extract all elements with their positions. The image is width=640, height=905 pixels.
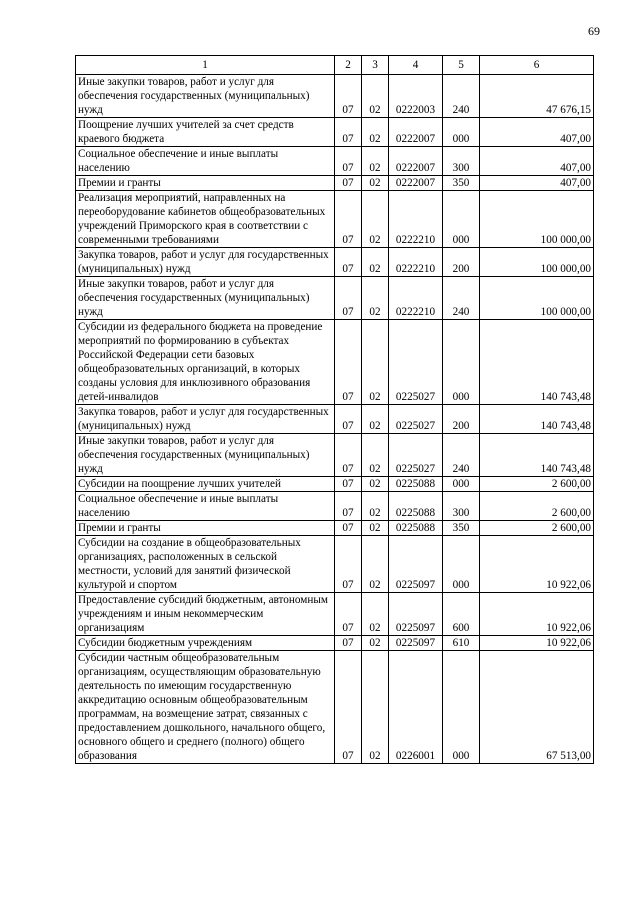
expense-type-cell: 350: [443, 176, 480, 191]
table-row: [76, 75, 594, 118]
row-name-cell: Закупка товаров, работ и услуг для государственных (муниципальных) нужд: [76, 248, 335, 277]
column-header: 4: [389, 56, 443, 75]
expense-type-cell: 000: [443, 651, 480, 764]
column-header: 3: [362, 56, 389, 75]
budget-table: [75, 55, 594, 764]
amount-cell: 2 600,00: [480, 477, 594, 492]
target-item-cell: 0222007: [389, 176, 443, 191]
target-item-cell: 0225027: [389, 405, 443, 434]
target-item-cell: 0225088: [389, 521, 443, 536]
amount-cell: 67 513,00: [480, 651, 594, 764]
table-row: [76, 277, 594, 320]
target-item-cell: 0225088: [389, 477, 443, 492]
subsection-code-cell: 02: [362, 521, 389, 536]
subsection-code-cell: 02: [362, 477, 389, 492]
target-item-cell: 0225027: [389, 434, 443, 477]
table-row: [76, 176, 594, 191]
amount-cell: 100 000,00: [480, 248, 594, 277]
target-item-cell: 0226001: [389, 651, 443, 764]
expense-type-cell: 240: [443, 277, 480, 320]
amount-cell: 2 600,00: [480, 521, 594, 536]
amount-cell: 140 743,48: [480, 320, 594, 405]
amount-cell: 140 743,48: [480, 434, 594, 477]
subsection-code-cell: 02: [362, 75, 389, 118]
amount-cell: 10 922,06: [480, 636, 594, 651]
row-name-cell: Иные закупки товаров, работ и услуг для обеспечения государственных (муниципальных) нужд: [76, 277, 335, 320]
table-body: [76, 75, 594, 764]
amount-cell: 407,00: [480, 176, 594, 191]
row-name-cell: Поощрение лучших учителей за счет средств краевого бюджета: [76, 118, 335, 147]
table-row: [76, 434, 594, 477]
expense-type-cell: 000: [443, 536, 480, 593]
table-row: [76, 492, 594, 521]
target-item-cell: 0225027: [389, 320, 443, 405]
header-row: [76, 56, 594, 75]
column-header: 5: [443, 56, 480, 75]
column-header: 2: [335, 56, 362, 75]
amount-cell: 10 922,06: [480, 593, 594, 636]
table-row: [76, 191, 594, 248]
section-code-cell: 07: [335, 75, 362, 118]
subsection-code-cell: 02: [362, 277, 389, 320]
target-item-cell: 0225088: [389, 492, 443, 521]
section-code-cell: 07: [335, 492, 362, 521]
row-name-cell: Субсидии на поощрение лучших учителей: [76, 477, 335, 492]
subsection-code-cell: 02: [362, 492, 389, 521]
section-code-cell: 07: [335, 147, 362, 176]
section-code-cell: 07: [335, 477, 362, 492]
row-name-cell: Субсидии бюджетным учреждениям: [76, 636, 335, 651]
target-item-cell: 0222007: [389, 118, 443, 147]
row-name-cell: Реализация мероприятий, направленных на переоборудование кабинетов общеобразовательных учреждений Приморского края в соответствии с современными требованиями: [76, 191, 335, 248]
table-row: [76, 636, 594, 651]
row-name-cell: Премии и гранты: [76, 176, 335, 191]
table-row: [76, 320, 594, 405]
column-header: 6: [480, 56, 594, 75]
row-name-cell: Премии и гранты: [76, 521, 335, 536]
target-item-cell: 0222210: [389, 277, 443, 320]
subsection-code-cell: 02: [362, 248, 389, 277]
section-code-cell: 07: [335, 521, 362, 536]
expense-type-cell: 300: [443, 147, 480, 176]
section-code-cell: 07: [335, 636, 362, 651]
section-code-cell: 07: [335, 320, 362, 405]
table-row: [76, 521, 594, 536]
amount-cell: 2 600,00: [480, 492, 594, 521]
section-code-cell: 07: [335, 593, 362, 636]
target-item-cell: 0222210: [389, 248, 443, 277]
expense-type-cell: 200: [443, 405, 480, 434]
row-name-cell: Социальное обеспечение и иные выплаты населению: [76, 492, 335, 521]
row-name-cell: Субсидии частным общеобразовательным организациям, осуществляющим образовательную деятельность по имеющим государственную аккредитацию основным общеобразовательным программам, на возмещение затрат, связанных с предоставлением дошкольного, начального общего, основного общего и среднего (полного) общего образования: [76, 651, 335, 764]
expense-type-cell: 000: [443, 477, 480, 492]
subsection-code-cell: 02: [362, 147, 389, 176]
subsection-code-cell: 02: [362, 320, 389, 405]
expense-type-cell: 350: [443, 521, 480, 536]
expense-type-cell: 600: [443, 593, 480, 636]
row-name-cell: Субсидии на создание в общеобразовательных организациях, расположенных в сельской местности, условий для занятий физической культурой и спортом: [76, 536, 335, 593]
section-code-cell: 07: [335, 277, 362, 320]
amount-cell: 10 922,06: [480, 536, 594, 593]
expense-type-cell: 000: [443, 320, 480, 405]
expense-type-cell: 610: [443, 636, 480, 651]
section-code-cell: 07: [335, 651, 362, 764]
row-name-cell: Предоставление субсидий бюджетным, автономным учреждениям и иным некоммерческим организациям: [76, 593, 335, 636]
section-code-cell: 07: [335, 248, 362, 277]
section-code-cell: 07: [335, 118, 362, 147]
target-item-cell: 0225097: [389, 593, 443, 636]
target-item-cell: 0222007: [389, 147, 443, 176]
amount-cell: 407,00: [480, 147, 594, 176]
subsection-code-cell: 02: [362, 636, 389, 651]
table-row: [76, 147, 594, 176]
expense-type-cell: 300: [443, 492, 480, 521]
subsection-code-cell: 02: [362, 405, 389, 434]
column-header: 1: [76, 56, 335, 75]
expense-type-cell: 240: [443, 434, 480, 477]
expense-type-cell: 000: [443, 118, 480, 147]
subsection-code-cell: 02: [362, 536, 389, 593]
target-item-cell: 0222003: [389, 75, 443, 118]
subsection-code-cell: 02: [362, 176, 389, 191]
row-name-cell: Социальное обеспечение и иные выплаты населению: [76, 147, 335, 176]
row-name-cell: Иные закупки товаров, работ и услуг для обеспечения государственных (муниципальных) нужд: [76, 75, 335, 118]
section-code-cell: 07: [335, 176, 362, 191]
table-row: [76, 536, 594, 593]
target-item-cell: 0225097: [389, 636, 443, 651]
subsection-code-cell: 02: [362, 593, 389, 636]
table-row: [76, 405, 594, 434]
target-item-cell: 0222210: [389, 191, 443, 248]
table-row: [76, 248, 594, 277]
expense-type-cell: 200: [443, 248, 480, 277]
section-code-cell: 07: [335, 191, 362, 248]
amount-cell: 140 743,48: [480, 405, 594, 434]
row-name-cell: Иные закупки товаров, работ и услуг для обеспечения государственных (муниципальных) нужд: [76, 434, 335, 477]
page-number: 69: [588, 24, 600, 38]
amount-cell: 47 676,15: [480, 75, 594, 118]
subsection-code-cell: 02: [362, 434, 389, 477]
row-name-cell: Закупка товаров, работ и услуг для государственных (муниципальных) нужд: [76, 405, 335, 434]
target-item-cell: 0225097: [389, 536, 443, 593]
table-row: [76, 651, 594, 764]
section-code-cell: 07: [335, 536, 362, 593]
section-code-cell: 07: [335, 405, 362, 434]
subsection-code-cell: 02: [362, 191, 389, 248]
section-code-cell: 07: [335, 434, 362, 477]
table-row: [76, 118, 594, 147]
row-name-cell: Субсидии из федерального бюджета на проведение мероприятий по формированию в субъектах Российской Федерации сети базовых общеобразовательных организаций, в которых созданы условия для инклюзивного образования детей-инвалидов: [76, 320, 335, 405]
amount-cell: 100 000,00: [480, 191, 594, 248]
subsection-code-cell: 02: [362, 651, 389, 764]
amount-cell: 407,00: [480, 118, 594, 147]
subsection-code-cell: 02: [362, 118, 389, 147]
expense-type-cell: 240: [443, 75, 480, 118]
table-row: [76, 477, 594, 492]
table-row: [76, 593, 594, 636]
amount-cell: 100 000,00: [480, 277, 594, 320]
expense-type-cell: 000: [443, 191, 480, 248]
